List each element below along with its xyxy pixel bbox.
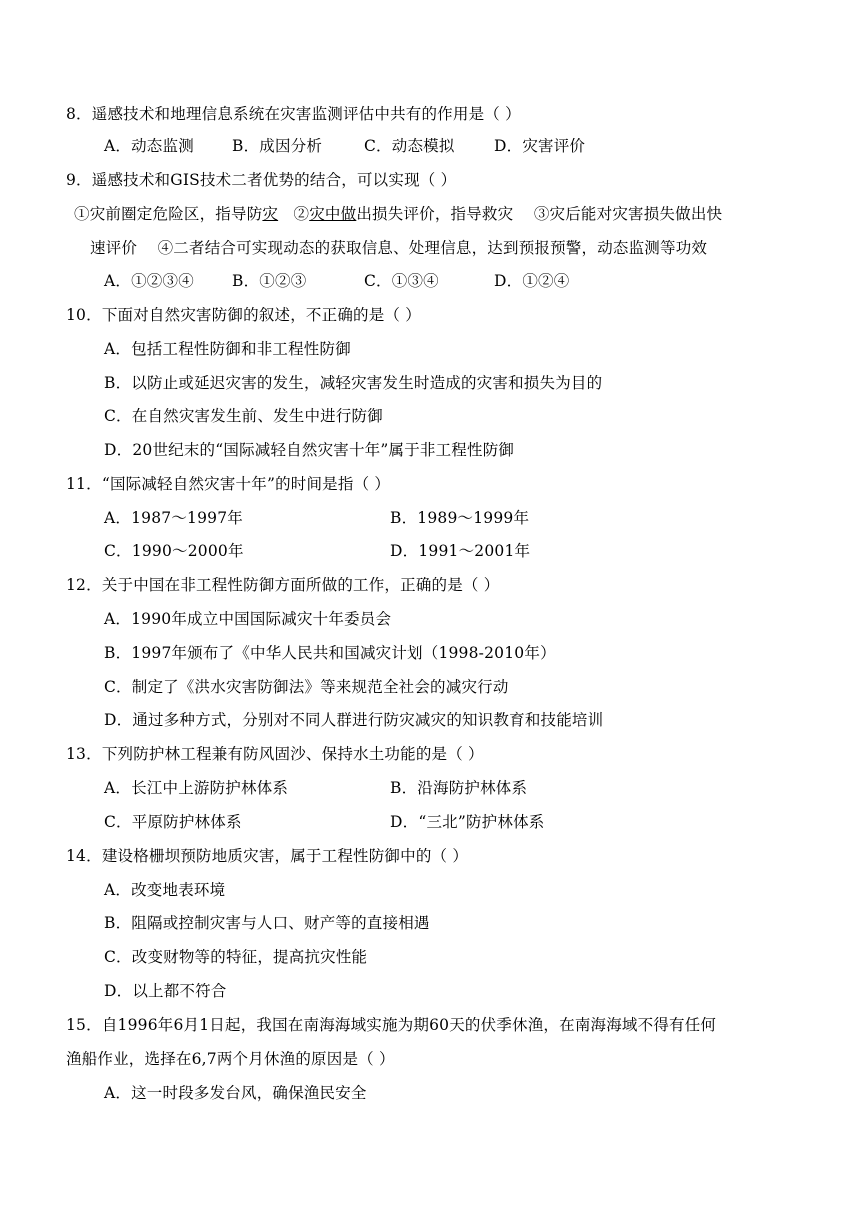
question-11-option-d: D．1991～2001年: [390, 542, 531, 560]
question-12-stem: 12．关于中国在非工程性防御方面所做的工作，正确的是（ ）: [66, 576, 500, 594]
question-10-option-a: A．包括工程性防御和非工程性防御: [104, 340, 351, 358]
question-15-stem-line-2: 渔船作业，选择在6,7两个月休渔的原因是（ ）: [66, 1050, 395, 1068]
option-c: C．动态模拟: [364, 137, 455, 155]
option-b: B．①②③: [232, 272, 307, 290]
question-12-option-d: D．通过多种方式，分别对不同人群进行防灾减灾的知识教育和技能培训: [104, 711, 604, 729]
question-14-option-c: C．改变财物等的特征，提高抗灾性能: [104, 948, 368, 966]
question-9-stem: 9．遥感技术和GIS技术二者优势的结合，可以实现（ ）: [66, 171, 457, 189]
option-d: D．①②④: [494, 272, 570, 290]
question-13-option-b: B．沿海防护林体系: [390, 779, 528, 797]
question-14-option-b: B．阻隔或控制灾害与人口、财产等的直接相遇: [104, 914, 430, 932]
option-c: C．①③④: [364, 272, 439, 290]
question-11-option-b: B．1989～1999年: [390, 509, 530, 527]
option-a: A．动态监测: [104, 137, 194, 155]
question-14-option-d: D．以上都不符合: [104, 982, 227, 1000]
question-9-options: [104, 271, 569, 291]
question-14-stem: 14．建设格栅坝预防地质灾害，属于工程性防御中的（ ）: [66, 847, 469, 865]
question-15-stem-line-1: 15．自1996年6月1日起，我国在南海海域实施为期60天的伏季休渔，在南海海域不得有任何: [66, 1016, 717, 1034]
question-11-option-a: A．1987～1997年: [104, 509, 243, 527]
question-10-option-d: D．20世纪末的“国际减轻自然灾害十年”属于非工程性防御: [104, 441, 515, 459]
statement-text: ②: [278, 205, 310, 223]
question-10-stem: 10．下面对自然灾害防御的叙述，不正确的是（ ）: [66, 306, 421, 324]
question-12-option-b: B．1997年颁布了《中华人民共和国减灾计划（1998-2010年）: [104, 644, 556, 662]
question-8-options: [104, 136, 585, 156]
question-15-option-a: A．这一时段多发台风，确保渔民安全: [104, 1084, 367, 1102]
question-13-option-c: C．平原防护林体系: [104, 813, 242, 831]
question-12-option-c: C．制定了《洪水灾害防御法》等来规范全社会的减灾行动: [104, 678, 509, 696]
question-9-statement-line-2: 速评价 ④二者结合可实现动态的获取信息、处理信息，达到预报预警，动态监测等功效: [90, 239, 708, 257]
question-9-statement-line-1: [74, 204, 722, 224]
statement-text: ①灾前圈定危险区，指导防: [74, 205, 263, 223]
question-11-option-c: C．1990～2000年: [104, 542, 244, 560]
question-8-stem: 8．遥感技术和地理信息系统在灾害监测评估中共有的作用是（ ）: [66, 105, 521, 123]
option-d: D．灾害评价: [494, 137, 586, 155]
question-13-stem: 13．下列防护林工程兼有防风固沙、保持水土功能的是（ ）: [66, 745, 484, 763]
question-11-stem: 11．“国际减轻自然灾害十年”的时间是指（ ）: [66, 475, 391, 493]
underlined-text: 灾中做: [309, 205, 357, 223]
option-a: A．①②③④: [104, 272, 194, 290]
question-13-option-d: D．“三北”防护林体系: [390, 813, 545, 831]
option-b: B．成因分析: [232, 137, 323, 155]
underlined-text: 灾: [262, 205, 279, 223]
question-14-option-a: A．改变地表环境: [104, 881, 226, 899]
statement-text: 出损失评价，指导救灾 ③灾后能对灾害损失做出快: [356, 205, 723, 223]
question-13-option-a: A．长江中上游防护林体系: [104, 779, 289, 797]
question-12-option-a: A．1990年成立中国国际减灾十年委员会: [104, 610, 392, 628]
question-10-option-b: B．以防止或延迟灾害的发生，减轻灾害发生时造成的灾害和损失为目的: [104, 374, 603, 392]
question-10-option-c: C．在自然灾害发生前、发生中进行防御: [104, 407, 383, 425]
